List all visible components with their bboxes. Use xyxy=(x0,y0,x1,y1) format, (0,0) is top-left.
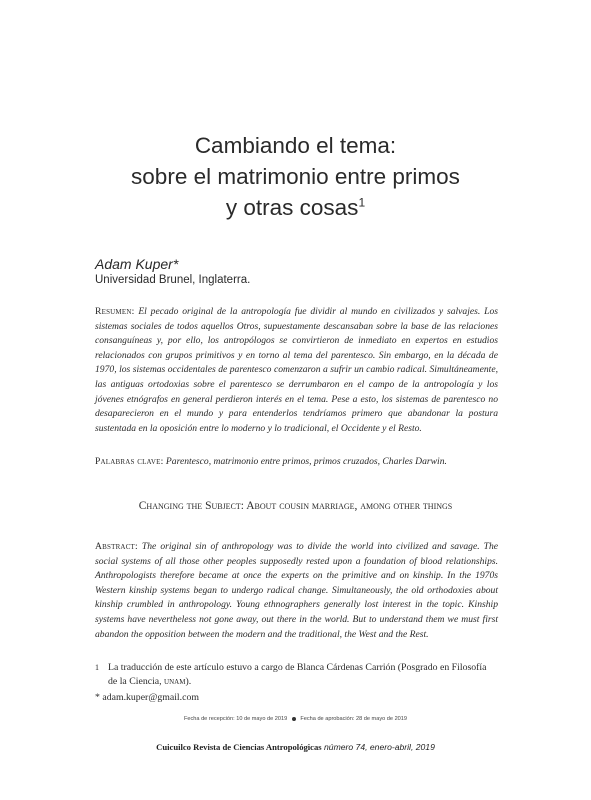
footnote-marker: 1 xyxy=(95,663,99,672)
palabras-clave-label: Palabras clave: xyxy=(95,456,164,467)
bullet-separator xyxy=(292,717,296,721)
resumen-label: Resumen: xyxy=(95,306,135,317)
journal-issue: número 74, enero-abril, 2019 xyxy=(324,742,435,752)
resumen-block xyxy=(95,305,498,436)
footnote-1 xyxy=(95,661,498,688)
title-line-1: Cambiando el tema: xyxy=(194,133,397,158)
palabras-clave-text: Parentesco, matrimonio entre primos, primos cruzados, Charles Darwin. xyxy=(165,456,447,467)
approved-date: Fecha de aprobación: 28 de mayo de 2019 xyxy=(300,716,408,722)
title-line-2: sobre el matrimonio entre primos xyxy=(131,164,460,189)
abstract-text: The original sin of anthropology was to divide the world into civilized and savage. The social systems of all those other peoples supposedly rested upon a foundation of blood relationships. Anthropologists therefore became at once the experts on the primitive and on kinship. In the 1970s Western kinship systems began to undergo radical change. Simultaneously, the old orthodoxies about kinship crumbled in anthropology. Young ethnographers generally lost interest in the topic. Kinship systems have nevertheless not gone away, out there in the world. But to understand them we must first abandon the opposition between the modern and the traditional, the West and the Rest. xyxy=(95,541,498,640)
author-name: Adam Kuper* xyxy=(95,256,179,272)
palabras-clave-block xyxy=(95,456,498,467)
english-title: Changing the Subject: About cousin marriage, among other things xyxy=(138,500,453,512)
title-footnote-mark[interactable]: 1 xyxy=(358,195,366,210)
author-affiliation: Universidad Brunel, Inglaterra. xyxy=(95,274,251,286)
footnote-institution: unam xyxy=(164,675,186,687)
footnote-text-end: ). xyxy=(185,675,192,687)
author-email[interactable]: * adam.kuper@gmail.com xyxy=(95,692,199,703)
abstract-block xyxy=(95,540,498,642)
resumen-text: El pecado original de la antropología fue dividir al mundo en civilizados y salvajes. Los sistemas sociales de todos aquellos Otros, supuestamente descansaban sobre la base de las relaciones consanguíneas y, por ello, los antropólogos se convirtieron de inmediato en expertos en estudios relacionados con grupos primitivos y en torno al tema del parentesco. Sin embargo, en la década de 1970, los sistemas occidentales de parentesco comenzaron a sufrir un cambio radical. Simultáneamente, las antiguas ortodoxias sobre el parentesco se derrumbaron en el campo de la antropología y los jóvenes etnógrafos en general perdieron interés en el tema. Pese a esto, los sistemas de parentesco no desaparecieron en el mundo y para entenderlos tendríamos primero que abandonar la postura sustentada en la oposición entre lo moderno y lo tradicional, el Occidente y el Resto. xyxy=(95,306,498,434)
footnote-text xyxy=(95,661,498,688)
abstract-label: Abstract: xyxy=(95,541,138,552)
title-line-3-text: y otras cosas xyxy=(225,195,359,220)
journal-footer xyxy=(40,742,551,752)
footnote-text-main: La traducción de este artículo estuvo a cargo de Blanca Cárdenas Carrión (Posgrado en Filosofía de la Ciencia, xyxy=(108,662,487,687)
received-date: Fecha de recepción: 10 de mayo de 2019 xyxy=(183,716,288,722)
article-title xyxy=(40,130,551,223)
journal-name: Cuicuilco Revista de Ciencias Antropológicas xyxy=(156,742,322,752)
title-line-3 xyxy=(40,192,551,223)
dates-line xyxy=(40,716,551,722)
